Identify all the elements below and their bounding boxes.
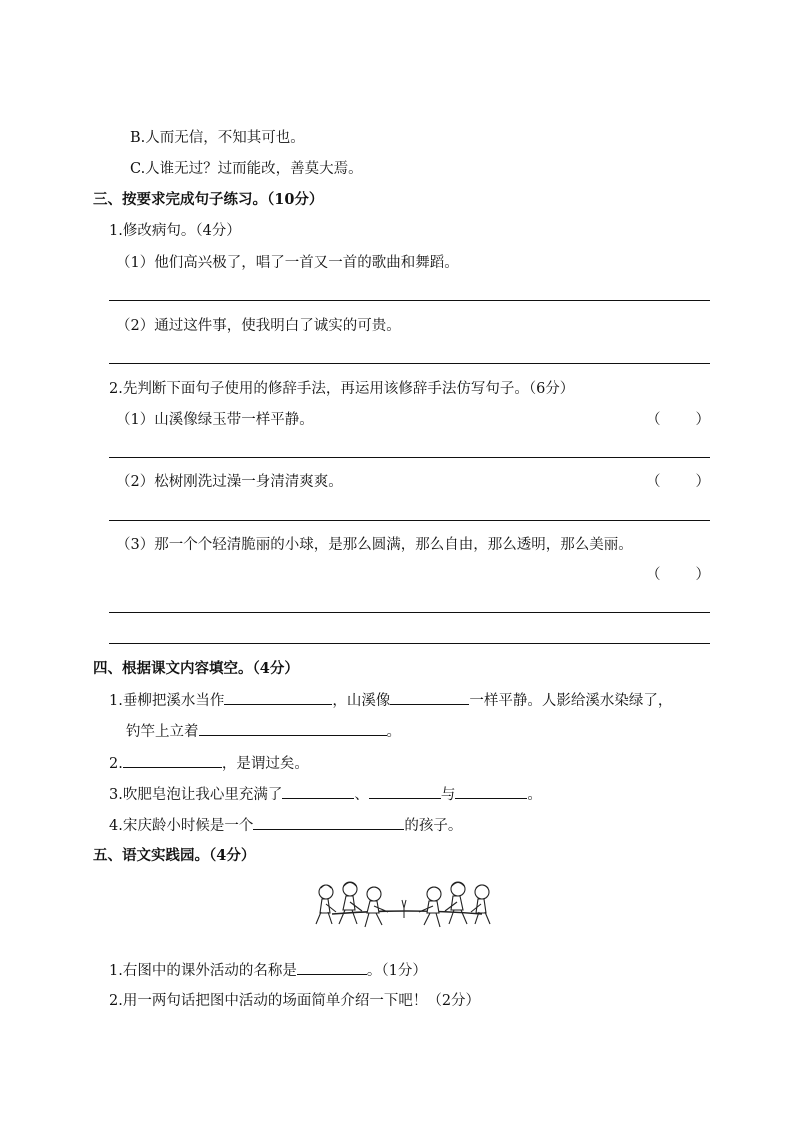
fill-blank[interactable] bbox=[253, 815, 404, 830]
s4-q1-line1 bbox=[109, 690, 672, 711]
paren-open: （ bbox=[646, 474, 661, 490]
paren-close: ） bbox=[695, 474, 710, 490]
answer-line[interactable] bbox=[109, 363, 710, 364]
s4-q1-line2 bbox=[126, 721, 401, 742]
fill-blank[interactable] bbox=[390, 690, 469, 705]
option-b: B.人而无信，不知其可也。 bbox=[130, 130, 305, 146]
s4-q4 bbox=[109, 815, 462, 836]
answer-line[interactable] bbox=[109, 457, 710, 458]
fill-blank[interactable] bbox=[224, 690, 332, 705]
s4-q2-text-b: ，是谓过矣。 bbox=[221, 756, 309, 772]
s4-q3 bbox=[109, 784, 542, 805]
s4-q1-text-d: 钓竿上立着 bbox=[126, 724, 199, 740]
s5-q1-text-b: 。（1分） bbox=[366, 963, 427, 979]
paren-close: ） bbox=[695, 412, 710, 428]
s4-q3-text-d: 。 bbox=[527, 787, 542, 803]
answer-line[interactable] bbox=[109, 520, 710, 521]
s4-q4-text-a: 4.宋庆龄小时候是一个 bbox=[109, 818, 254, 834]
s4-q2-text-a: 2. bbox=[109, 756, 123, 772]
s3-q2-item3: （3）那一个个轻清脆丽的小球，是那么圆满，那么自由，那么透明，那么美丽。 bbox=[116, 537, 633, 553]
paren-open: （ bbox=[646, 567, 661, 583]
paren-open: （ bbox=[646, 412, 661, 428]
section3-title: 三、按要求完成句子练习。（10分） bbox=[93, 191, 324, 208]
s4-q1-text-e: 。 bbox=[386, 724, 401, 740]
s3-q2-item2: （2）松树刚洗过澡一身清清爽爽。 bbox=[116, 474, 343, 490]
s3-q2-title: 2.先判断下面句子使用的修辞手法，再运用该修辞手法仿写句子。（6分） bbox=[109, 381, 575, 397]
fill-blank[interactable] bbox=[369, 784, 441, 799]
option-c: C.人谁无过？过而能改，善莫大焉。 bbox=[130, 161, 363, 177]
answer-line[interactable] bbox=[109, 643, 710, 644]
answer-line[interactable] bbox=[109, 300, 710, 301]
s3-q1-title: 1.修改病句。（4分） bbox=[109, 223, 241, 239]
s4-q3-text-b: 、 bbox=[354, 787, 369, 803]
fill-blank[interactable] bbox=[282, 784, 354, 799]
s5-q1-text-a: 1.右图中的课外活动的名称是 bbox=[109, 963, 297, 979]
s3-q1-item1: （1）他们高兴极了，唱了一首又一首的歌曲和舞蹈。 bbox=[116, 255, 459, 271]
s4-q3-text-a: 3.吹肥皂泡让我心里充满了 bbox=[109, 787, 283, 803]
s5-q1 bbox=[109, 960, 427, 981]
s4-q1-text-a: 1.垂柳把溪水当作 bbox=[109, 693, 225, 709]
answer-line[interactable] bbox=[109, 612, 710, 613]
s4-q3-text-c: 与 bbox=[440, 787, 456, 803]
tug-of-war-children-icon bbox=[312, 878, 498, 940]
fill-blank[interactable] bbox=[199, 721, 387, 736]
s3-q1-item2: （2）通过这件事，使我明白了诚实的可贵。 bbox=[116, 318, 401, 334]
s5-q2: 2.用一两句话把图中活动的场面简单介绍一下吧！（2分） bbox=[109, 993, 481, 1009]
s4-q1-text-b: ，山溪像 bbox=[332, 693, 391, 709]
section5-title: 五、语文实践园。（4分） bbox=[93, 847, 256, 864]
fill-blank[interactable] bbox=[123, 753, 222, 768]
s4-q4-text-b: 的孩子。 bbox=[404, 818, 463, 834]
s4-q1-text-c: 一样平静。人影给溪水染绿了， bbox=[469, 693, 673, 709]
s4-q2 bbox=[109, 753, 309, 774]
paren-close: ） bbox=[695, 567, 710, 583]
fill-blank[interactable] bbox=[455, 784, 527, 799]
fill-blank[interactable] bbox=[297, 960, 367, 975]
section4-title: 四、根据课文内容填空。（4分） bbox=[93, 660, 299, 677]
s3-q2-item1: （1）山溪像绿玉带一样平静。 bbox=[116, 412, 314, 428]
